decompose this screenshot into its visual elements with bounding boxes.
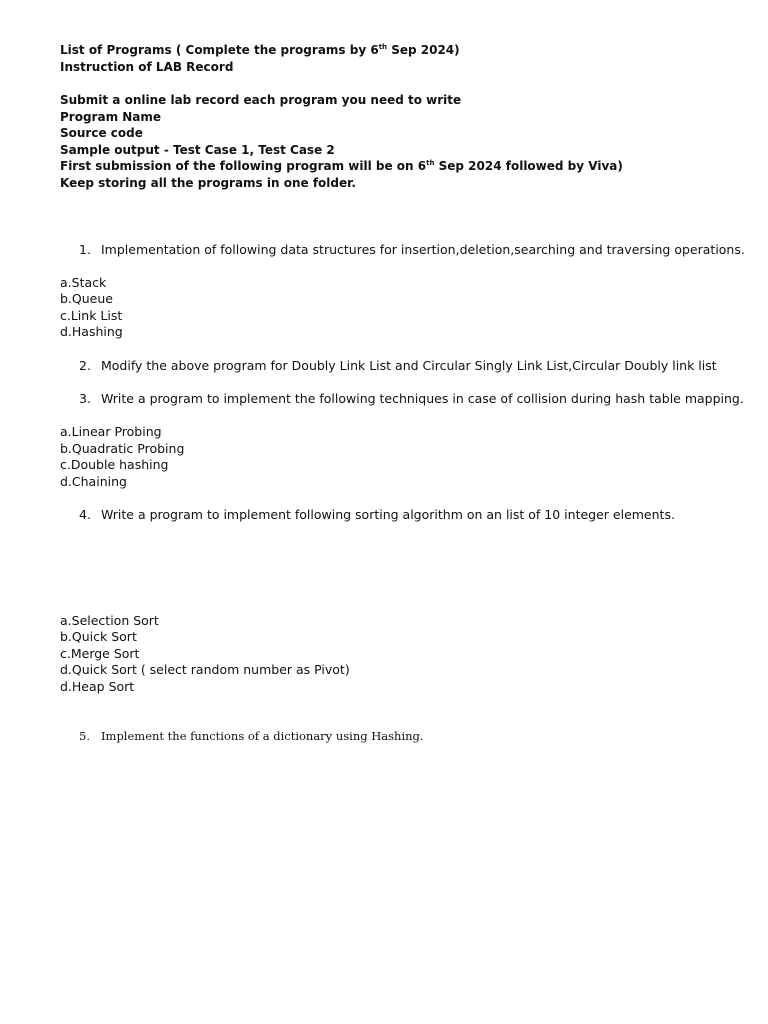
list-item-number: 5. xyxy=(79,729,90,743)
sub-item: c.Double hashing xyxy=(60,457,169,472)
sub-item: d.Quick Sort ( select random number as Pivot) xyxy=(60,662,350,677)
sub-item: d.Chaining xyxy=(60,474,127,489)
sub-item: c.Merge Sort xyxy=(60,646,140,661)
list-item-text: Implement the functions of a dictionary using Hashing. xyxy=(101,729,424,743)
sub-item: b.Quadratic Probing xyxy=(60,441,185,456)
sample-output-label: Sample output - Test Case 1, Test Case 2 xyxy=(60,143,335,157)
list-item-text: Modify the above program for Doubly Link List and Circular Singly Link List,Circular Doubly link list xyxy=(101,358,717,373)
sub-item: b.Quick Sort xyxy=(60,629,137,644)
sub-item: d.Heap Sort xyxy=(60,679,135,694)
sub-item: a.Linear Probing xyxy=(60,424,162,439)
sub-item: a.Selection Sort xyxy=(60,613,159,628)
instruction-heading: Instruction of LAB Record xyxy=(60,60,234,74)
list-item-number: 4. xyxy=(79,507,91,522)
list-item-text: Write a program to implement following sorting algorithm on an list of 10 integer elements. xyxy=(101,507,675,522)
program-name-label: Program Name xyxy=(60,110,162,124)
document-title: List of Programs ( Complete the programs by 6th Sep 2024) xyxy=(60,43,460,57)
keep-storing-note: Keep storing all the programs in one folder. xyxy=(60,176,356,190)
source-code-label: Source code xyxy=(60,126,143,140)
list-item-text: Implementation of following data structures for insertion,deletion,searching and traversing operations. xyxy=(101,242,745,257)
sub-item: c.Link List xyxy=(60,308,123,323)
sub-item: b.Queue xyxy=(60,291,113,306)
list-item-number: 1. xyxy=(79,242,91,257)
list-item-number: 3. xyxy=(79,391,91,406)
list-item-text: Write a program to implement the following techniques in case of collision during hash table mapping. xyxy=(101,391,744,406)
sub-item: a.Stack xyxy=(60,275,107,290)
list-item-number: 2. xyxy=(79,358,91,373)
sub-item: d.Hashing xyxy=(60,324,123,339)
first-submission-note: First submission of the following program will be on 6th Sep 2024 followed by Viva) xyxy=(60,159,623,173)
submit-instruction: Submit a online lab record each program you need to write xyxy=(60,93,462,107)
